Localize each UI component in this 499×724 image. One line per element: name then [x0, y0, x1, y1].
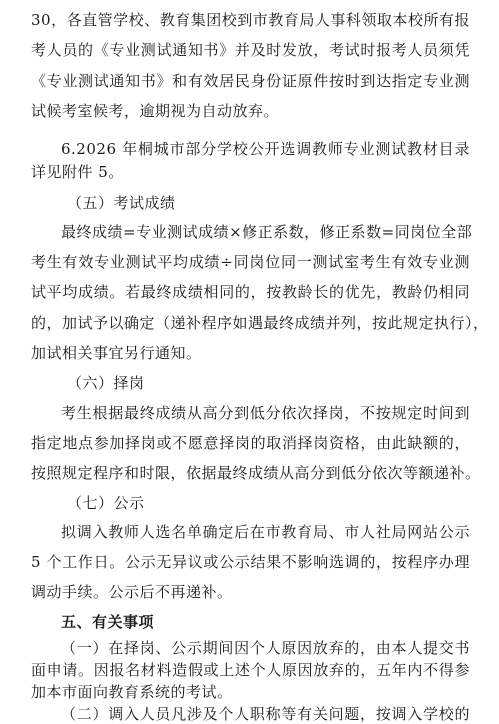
text-line: 30，各直管学校、教育集团校到市教育局人事科领取本校所有报	[31, 11, 470, 29]
text-line: 考人员的《专业测试通知书》并及时发放，考试时报考人员须凭	[31, 41, 470, 59]
text-line: 加试相关事宜另行通知。	[31, 344, 202, 362]
text-line: 试候考室候考，逾期视为自动放弃。	[31, 102, 280, 120]
text-line: 试平均成绩。若最终成绩相同的，按教龄长的优先，教龄仍相同	[31, 283, 470, 301]
section-heading: （六）择岗	[67, 374, 145, 392]
text-line: （一）在择岗、公示期间因个人原因放弃的，由本人提交书	[61, 639, 470, 657]
text-line: 《专业测试通知书》和有效居民身份证原件按时到达指定专业测	[31, 72, 470, 90]
text-line: 面申请。因报名材料造假或上述个人原因放弃的，五年内不得参	[31, 661, 470, 679]
section-title: 五、有关事项	[61, 613, 155, 631]
text-line: 拟调入教师人选名单确定后在市教育局、市人社局网站公示	[61, 523, 470, 541]
text-line: 指定地点参加择岗或不愿意择岗的取消择岗资格，由此缺额的，	[31, 434, 470, 452]
section-heading: （七）公示	[67, 494, 145, 512]
text-line: 5 个工作日。公示无异议或公示结果不影响选调的，按程序办理	[31, 553, 470, 571]
text-line: 考生有效专业测试平均成绩÷同岗位同一测试室考生有效专业测	[31, 253, 470, 271]
text-line: 最终成绩=专业测试成绩×修正系数，修正系数=同岗位全部	[61, 223, 473, 241]
text-line: 的，加试予以确定（递补程序如遇最终成绩并列，按此规定执行），	[31, 314, 489, 332]
section-heading: （五）考试成绩	[67, 194, 176, 212]
text-line: 调动手续。公示后不再递补。	[31, 583, 233, 601]
text-line: （二）调入人员凡涉及个人职称等有关问题，按调入学校的	[61, 705, 470, 723]
text-line: 详见附件 5。	[31, 163, 124, 181]
text-line: 考生根据最终成绩从高分到低分依次择岗，不按规定时间到	[61, 404, 470, 422]
text-line: 6.2026 年桐城市部分学校公开选调教师专业测试教材目录	[61, 140, 470, 158]
text-line: 加本市面向教育系统的考试。	[31, 683, 233, 701]
text-line: 按照规定程序和时限，依据最终成绩从高分到低分依次等额递补。	[31, 464, 481, 482]
